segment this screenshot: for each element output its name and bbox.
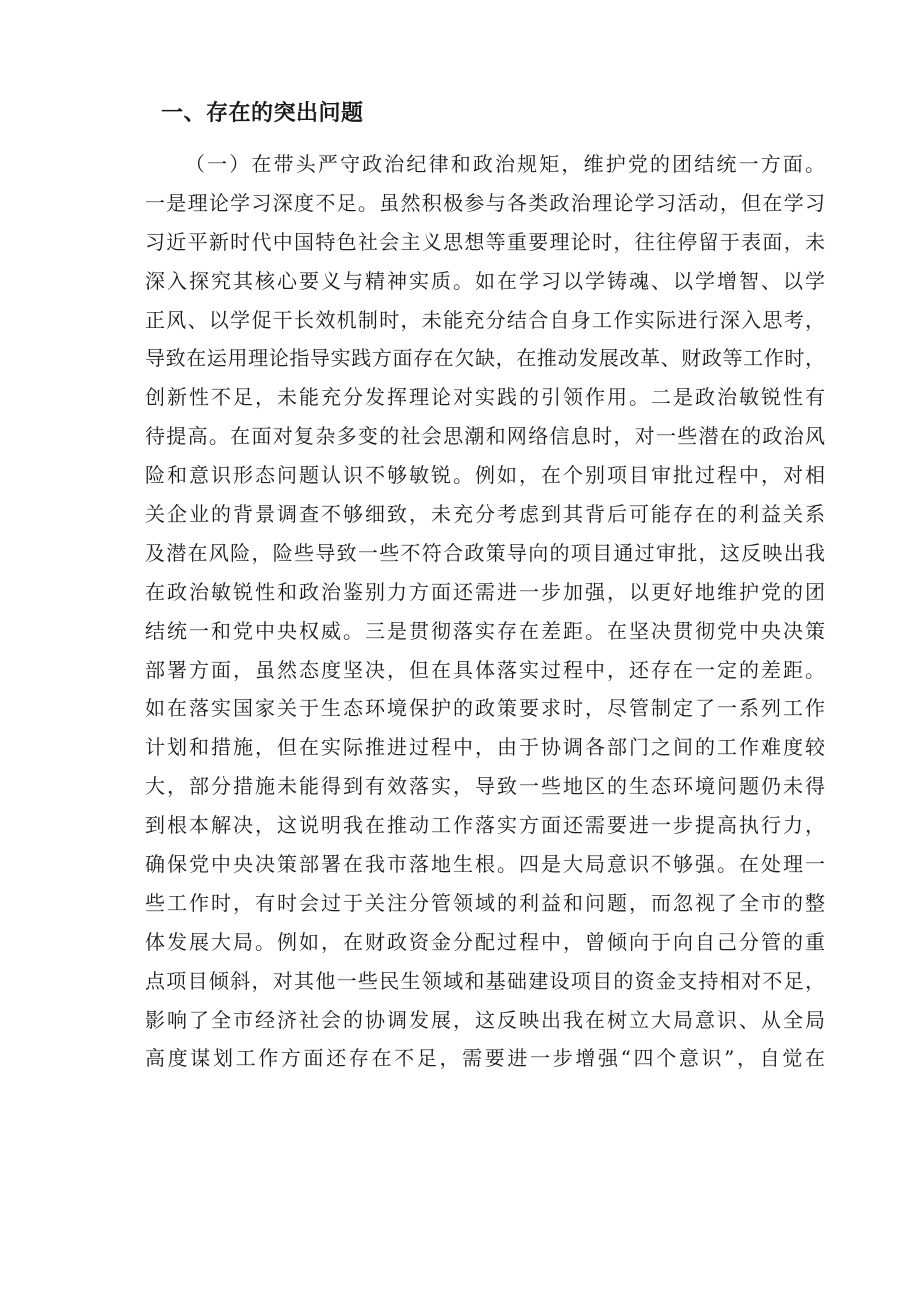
text-line: 体发展大局。例如，在财政资金分配过程中，曾倾向于向自己分管的重 <box>145 929 825 954</box>
text-line: 影响了全市经济社会的协调发展，这反映出我在树立大局意识、从全局 <box>145 1007 825 1032</box>
text-line: 到根本解决，这说明我在推动工作落实方面还需要进一步提高执行力， <box>145 813 825 838</box>
section-heading: 一、存在的突出问题 <box>161 101 364 126</box>
text-line: 如在落实国家关于生态环境保护的政策要求时，尽管制定了一系列工作 <box>145 696 825 721</box>
text-line: 险和意识形态问题认识不够敏锐。例如，在个别项目审批过程中，对相 <box>145 463 825 488</box>
text-line: 关企业的背景调查不够细致，未充分考虑到其背后可能存在的利益关系 <box>145 502 825 527</box>
text-line: 习近平新时代中国特色社会主义思想等重要理论时，往往停留于表面，未 <box>145 229 825 254</box>
text-line: 高度谋划工作方面还存在不足，需要进一步增强“四个意识”，自觉在 <box>145 1046 825 1071</box>
text-line: （一）在带头严守政治纪律和政治规矩，维护党的团结统一方面。 <box>185 152 825 176</box>
text-line: 结统一和党中央权威。三是贯彻落实存在差距。在坚决贯彻党中央决策 <box>145 618 825 643</box>
text-line: 一是理论学习深度不足。虽然积极参与各类政治理论学习活动，但在学习 <box>145 190 825 215</box>
text-line: 待提高。在面对复杂多变的社会思潮和网络信息时，对一些潜在的政治风 <box>145 424 825 449</box>
text-line: 及潜在风险，险些导致一些不符合政策导向的项目通过审批，这反映出我 <box>145 540 825 565</box>
text-line: 大，部分措施未能得到有效落实，导致一些地区的生态环境问题仍未得 <box>145 774 825 799</box>
text-line: 些工作时，有时会过于关注分管领域的利益和问题，而忽视了全市的整 <box>145 890 825 915</box>
text-line: 点项目倾斜，对其他一些民生领域和基础建设项目的资金支持相对不足， <box>145 968 825 993</box>
text-line: 在政治敏锐性和政治鉴别力方面还需进一步加强，以更好地维护党的团 <box>145 579 825 604</box>
text-line: 计划和措施，但在实际推进过程中，由于协调各部门之间的工作难度较 <box>145 735 825 760</box>
text-line: 部署方面，虽然态度坚决，但在具体落实过程中，还存在一定的差距。 <box>145 657 825 682</box>
text-line: 导致在运用理论指导实践方面存在欠缺，在推动发展改革、财政等工作时， <box>145 346 825 371</box>
text-line: 确保党中央决策部署在我市落地生根。四是大局意识不够强。在处理一 <box>145 852 825 877</box>
text-line: 正风、以学促干长效机制时，未能充分结合自身工作实际进行深入思考， <box>145 307 825 332</box>
text-line: 创新性不足，未能充分发挥理论对实践的引领作用。二是政治敏锐性有 <box>145 385 825 410</box>
text-line: 深入探究其核心要义与精神实质。如在学习以学铸魂、以学增智、以学 <box>145 268 825 293</box>
body-paragraph <box>145 145 825 1078</box>
